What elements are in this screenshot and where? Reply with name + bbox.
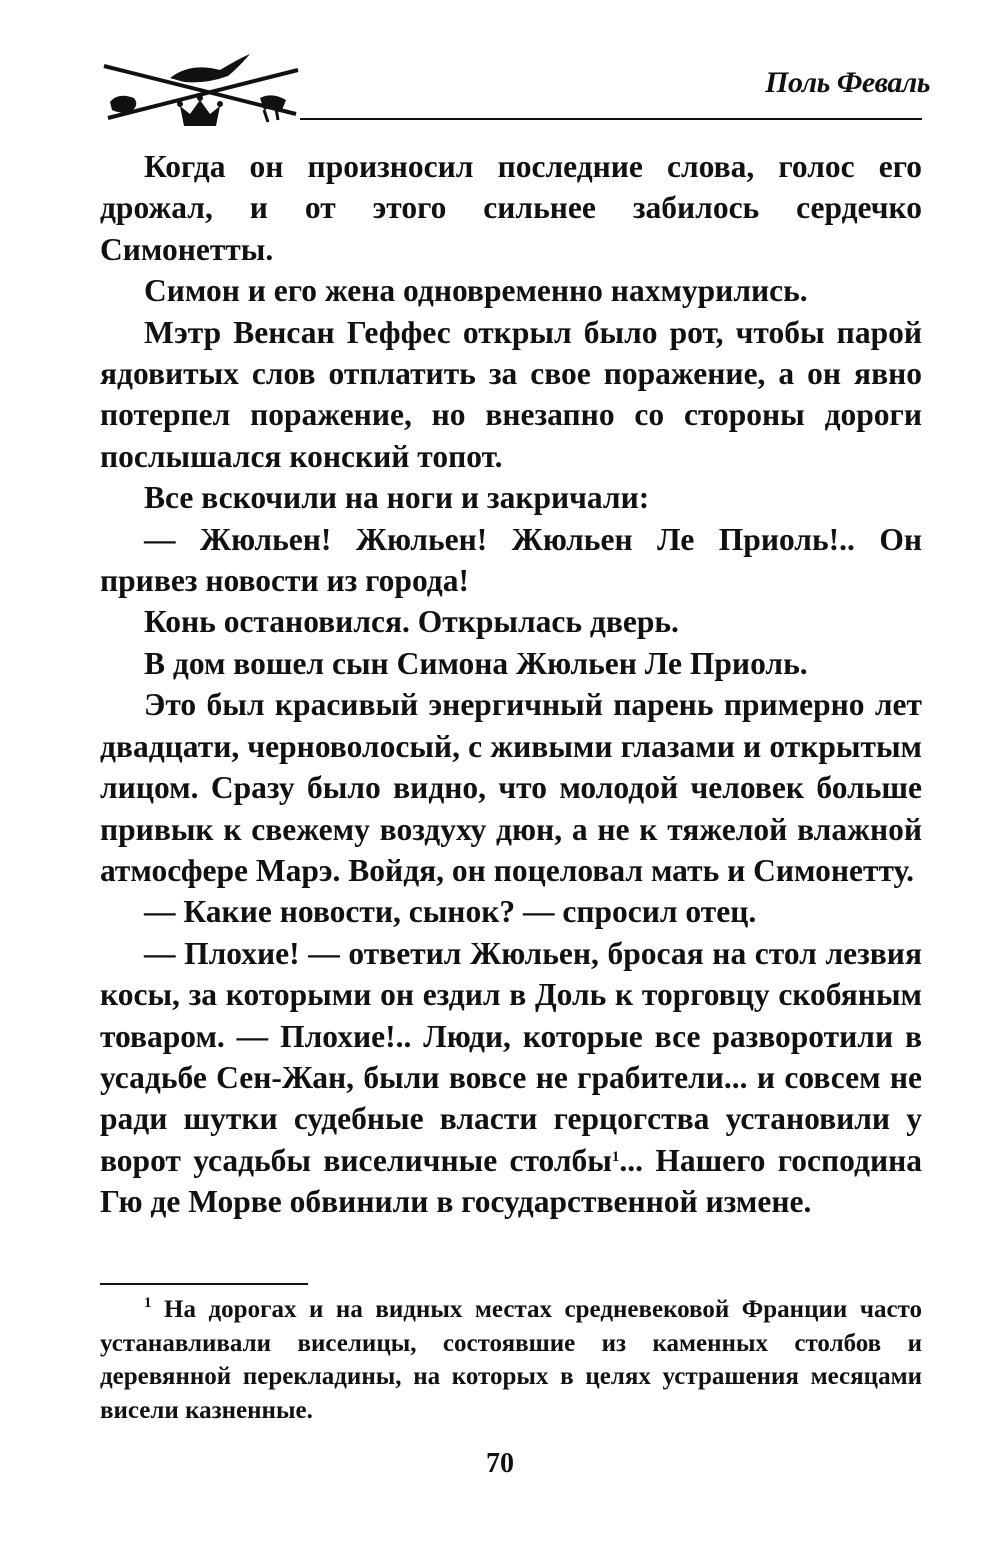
paragraph: Когда он произносил последние слова, голос его дрожал, и от этого сильнее забилось сердечко Симонетты. <box>100 149 922 267</box>
body-text <box>100 146 922 1223</box>
paragraph-text: — Плохие! — ответил Жюльен, бросая на стол лезвия косы, за которыми он ездил в Доль к торговцу скобяным товаром. — Плохие!.. Люди, которые все разворотили в усадьбе Сен-Жан, были вовсе не грабители... и совсем не ради шутки судебные власти герцогства установили у ворот усадьбы виселичные столбы <box>100 935 922 1178</box>
footnote <box>100 1293 922 1427</box>
footnote-rule <box>100 1283 308 1285</box>
paragraph: — Какие новости, сынок? — спросил отец. <box>144 894 757 930</box>
paragraph-with-footnote <box>100 933 922 1223</box>
crossed-swords-crown-emblem-icon <box>100 48 305 128</box>
paragraph-text-continued: ... Нашего господина Гю де Морве обвинили в государственной измене. <box>100 1142 922 1220</box>
paragraph: Это был красивый энергичный парень примерно лет двадцати, черноволосый, с живыми глазами и открытым лицом. Сразу было видно, что молодой человек больше привык к свежему воздуху дюн, а не к тяжелой влажной атмосфере Марэ. Войдя, он поцеловал мать и Симонетту. <box>100 687 922 888</box>
footnote-marker: 1 <box>144 1295 152 1311</box>
paragraph: — Жюльен! Жюльен! Жюльен Ле Приоль!.. Он привез новости из города! <box>100 521 922 599</box>
footnote-text: На дорогах и на видных местах средневековой Франции часто устанавливали виселицы, состоявшие из каменных столбов и деревянной перекладины, на которых в целях устрашения месяцами висели казненные. <box>100 1296 922 1424</box>
paragraph: В дом вошел сын Симона Жюльен Ле Приоль. <box>144 645 808 681</box>
page-header <box>100 48 930 128</box>
footnote-reference: 1 <box>611 1148 620 1165</box>
paragraph: Симон и его жена одновременно нахмурились. <box>144 273 808 309</box>
running-head-author: Поль Феваль <box>765 66 930 99</box>
page-number: 70 <box>486 1448 514 1479</box>
paragraph: Мэтр Венсан Геффес открыл было рот, чтобы парой ядовитых слов отплатить за свое поражение, а он явно потерпел поражение, но внезапно со стороны дороги послышался конский топот. <box>100 314 922 474</box>
paragraph: Конь остановился. Открылась дверь. <box>144 604 679 640</box>
header-rule <box>300 118 922 120</box>
paragraph: Все вскочили на ноги и закричали: <box>144 480 650 516</box>
